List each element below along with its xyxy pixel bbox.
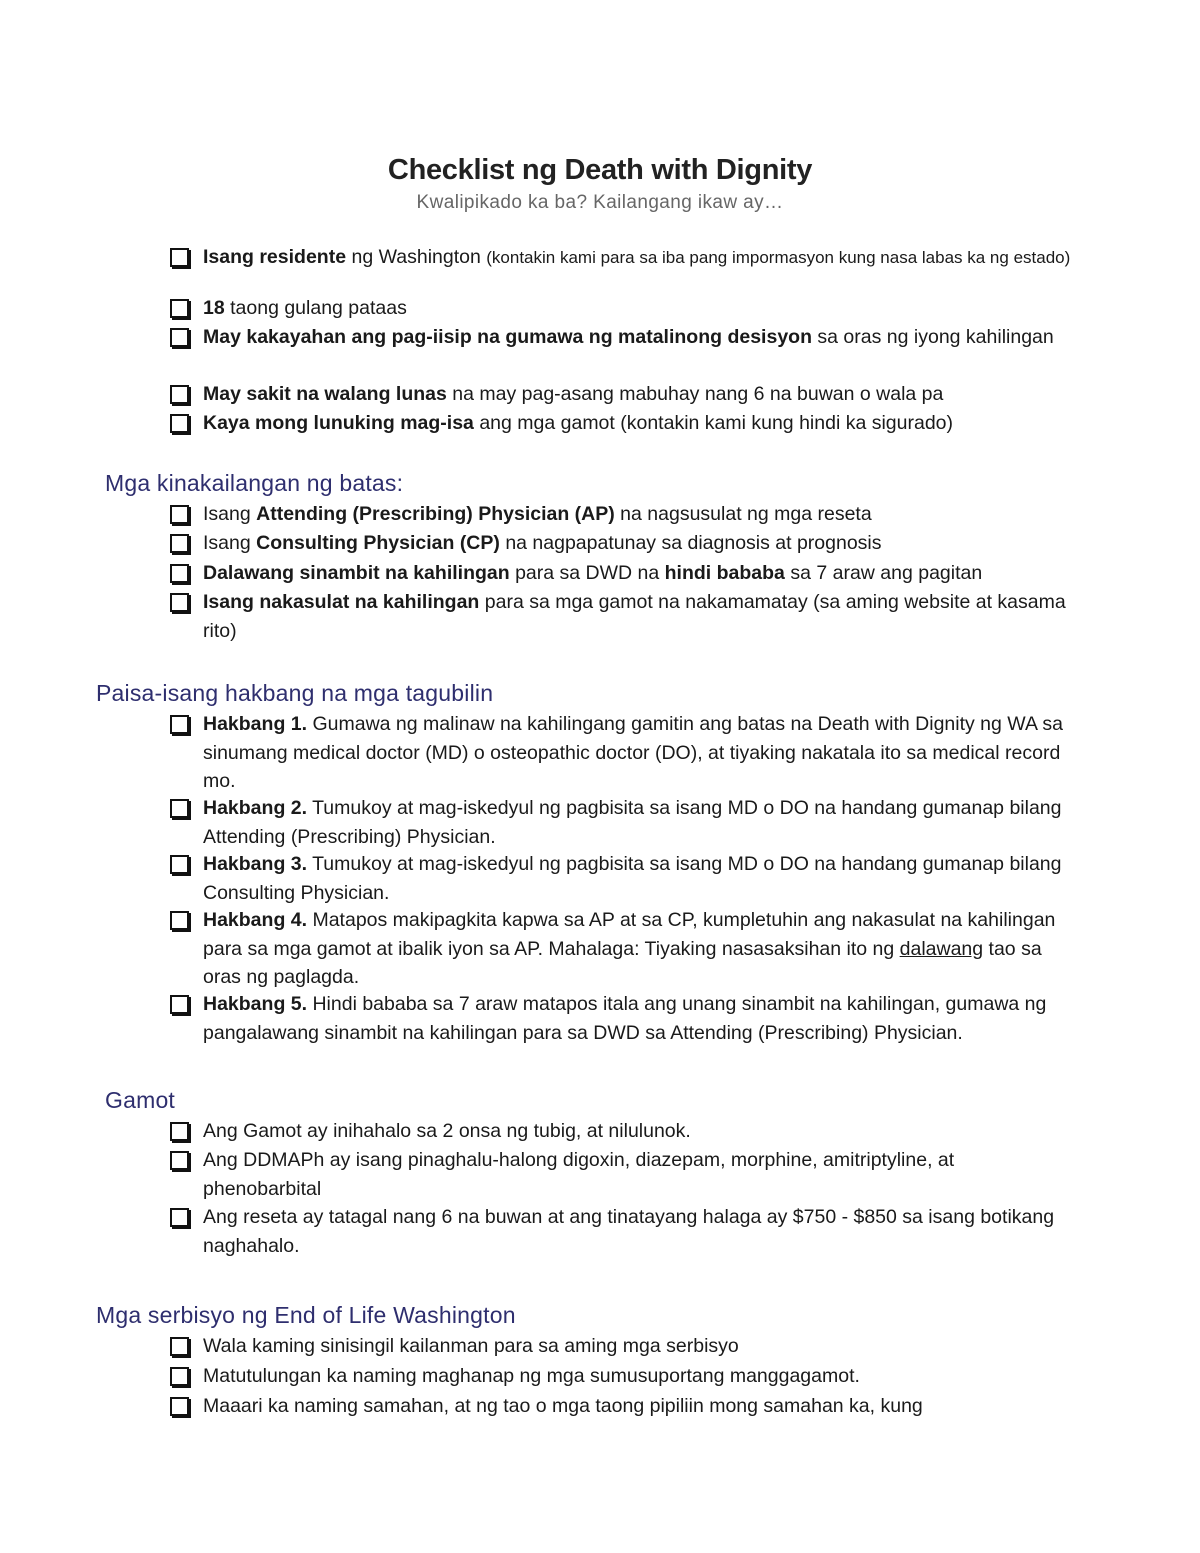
section-heading-legal: Mga kinakailangan ng batas: [105,470,404,496]
checklist-item-text: Maaari ka naming samahan, at ng tao o mga taong pipiliin mong samahan ka, kung [203,1395,923,1417]
checklist-item [170,1362,1075,1391]
item-text: ng Washington [346,246,487,268]
checklist-item-text: Matutulungan ka naming maghanap ng mga sumusuportang manggagamot. [203,1365,860,1387]
checklist-item [170,1203,1075,1260]
bold-text: Attending (Prescribing) Physician (AP) [256,503,615,525]
bold-text: May kakayahan ang pag-iisip na gumawa ng matalinong desisyon [203,326,812,348]
underlined-text: dalawang [899,937,984,960]
checkbox-icon[interactable] [170,1367,189,1386]
checklist-item-text [203,323,1075,352]
checkbox-icon[interactable] [170,1397,189,1416]
checklist-item-text [203,380,1075,409]
bold-text: hindi bababa [664,562,785,584]
bold-text: Hakbang 2. [203,797,308,819]
checklist-item-text [203,559,1075,588]
checklist-item [170,409,1075,438]
item-text: para sa DWD na [509,562,665,584]
checklist-item-text [203,529,1075,558]
checkbox-icon[interactable] [170,1208,189,1227]
bold-text: g [382,412,395,434]
item-text: Tumukoy at mag-iskedyul ng pagbisita sa isang MD o DO na handang gumanap bilang Attending (Prescribing) Physician. [203,797,1062,848]
checklist-item-text [203,990,1075,1047]
checkbox-icon[interactable] [170,299,189,318]
checklist-item [170,906,1075,992]
bold-text: Hakbang 1. [203,713,308,735]
checklist-item-text [203,294,1075,323]
checklist-item [170,323,1075,352]
checklist-item-text: Ang DDMAPh ay isang pinaghalu-halong digoxin, diazepam, morphine, amitriptyline, at phenobarbital [203,1149,955,1200]
checklist-item [170,1146,1075,1203]
checkbox-icon[interactable] [170,385,189,404]
checkbox-icon[interactable] [170,248,189,267]
checkbox-icon[interactable] [170,414,189,433]
checkbox-icon[interactable] [170,855,189,874]
item-text: para sa mga gamot na nakamamatay (sa aming website at kasama rito) [203,591,1066,642]
checkbox-icon[interactable] [170,328,189,347]
checklist-item-text: Ang reseta ay tatagal nang 6 na buwan at ang tinatayang halaga ay $750 - $850 sa isang botikang naghahalo. [203,1206,1055,1257]
checklist-item [170,794,1075,851]
item-text: sa 7 araw ang pagitan [784,562,983,584]
checklist-item-text [203,409,1075,438]
page-title: Checklist ng Death with Dignity [387,154,813,186]
checkbox-icon[interactable] [170,593,189,612]
checklist-item-text [203,710,1075,796]
bold-text: 18 [203,297,225,319]
item-text: Isang [203,503,257,525]
checklist-item-text [203,243,1075,273]
bold-text: Kaya mong lunukin [203,412,383,434]
item-text: Gumawa ng malinaw na kahilingang gamitin ang batas na Death with Dignity ng WA sa sinumang medical doctor (MD) o osteopathic doctor (DO), at tiyaking nakatala ito sa medical record mo. [203,713,1063,792]
checklist-item [170,710,1075,796]
checklist-item [170,588,1075,645]
checklist-item [170,500,1075,529]
bold-text: Hakbang 4. [203,909,308,931]
checkbox-icon[interactable] [170,505,189,524]
item-text: ang mga gamot (kontakin kami kung hindi ka sigurado) [473,412,953,434]
item-text: na nagsusulat ng mga reseta [614,503,872,525]
checklist-item [170,850,1075,907]
bold-text: May sakit na walang lunas [203,383,447,405]
section-heading-steps: Paisa-isang hakbang na mga tagubilin [96,680,494,706]
checkbox-icon[interactable] [170,1337,189,1356]
item-text: na may pag-asang mabuhay nang 6 na buwan o wala pa [446,383,944,405]
item-text: Hindi bababa sa 7 araw matapos itala ang unang sinambit na kahilingan, gumawa ng pangalawang sinambit na kahilingan para sa DWD sa Attending (Prescribing) Physician. [203,993,1047,1044]
checkbox-icon[interactable] [170,995,189,1014]
page-subtitle: Kwalipikado ka ba? Kailangang ikaw ay… [416,192,784,213]
checklist-item [170,243,1075,273]
item-text: taong gulang pataas [224,297,407,319]
section-heading-medication: Gamot [105,1087,176,1113]
checklist-item [170,1332,1075,1361]
checklist-item [170,380,1075,409]
checklist-item-text: Wala kaming sinisingil kailanman para sa aming mga serbisyo [203,1335,739,1357]
bold-text: Consulting Physician (CP) [256,532,500,554]
checkbox-icon[interactable] [170,1122,189,1141]
item-text: Matapos makipagkita kapwa sa AP at sa CP, kumpletuhin ang nakasulat na kahilingan para sa mga gamot at ibalik iyon sa AP. Mahalaga: Tiyaking nasasaksihan ito ng [203,909,1056,960]
item-note: (kontakin kami para sa iba pang impormasyon kung nasa labas ka ng estado) [486,248,1071,267]
checkbox-icon[interactable] [170,1151,189,1170]
checkbox-icon[interactable] [170,799,189,818]
checklist-item [170,559,1075,588]
checklist-item [170,529,1075,558]
checklist-item-text [203,850,1075,907]
checklist-item [170,1117,1075,1146]
checklist-item-text [203,588,1075,645]
item-text: Tumukoy at mag-iskedyul ng pagbisita sa isang MD o DO na handang gumanap bilang Consulting Physician. [203,853,1062,904]
checklist-item [170,1392,1075,1421]
checklist-item [170,990,1075,1047]
checklist-item-text [203,500,1075,529]
bold-text: Hakbang 5. [203,993,308,1015]
bold-text: mag-isa [394,412,474,434]
bold-text: Hakbang 3. [203,853,308,875]
checklist-item-text [203,906,1075,992]
bold-text: Isang residente [203,246,347,268]
bold-text: Isang nakasulat na kahilingan [203,591,480,613]
checklist-item-text: Ang Gamot ay inihahalo sa 2 onsa ng tubig, at nilulunok. [203,1120,691,1142]
checklist-item-text [203,794,1075,851]
checkbox-icon[interactable] [170,534,189,553]
checkbox-icon[interactable] [170,911,189,930]
item-text: na nagpapatunay sa diagnosis at prognosis [499,532,882,554]
checkbox-icon[interactable] [170,564,189,583]
item-text: tao sa oras ng paglagda. [203,937,1042,988]
item-text: sa oras ng iyong kahilingan [812,326,1054,348]
checkbox-icon[interactable] [170,715,189,734]
checklist-item [170,294,1075,323]
bold-text: Dalawang sinambit na kahilingan [203,562,510,584]
item-text: Isang [203,532,257,554]
section-heading-services: Mga serbisyo ng End of Life Washington [96,1302,516,1328]
